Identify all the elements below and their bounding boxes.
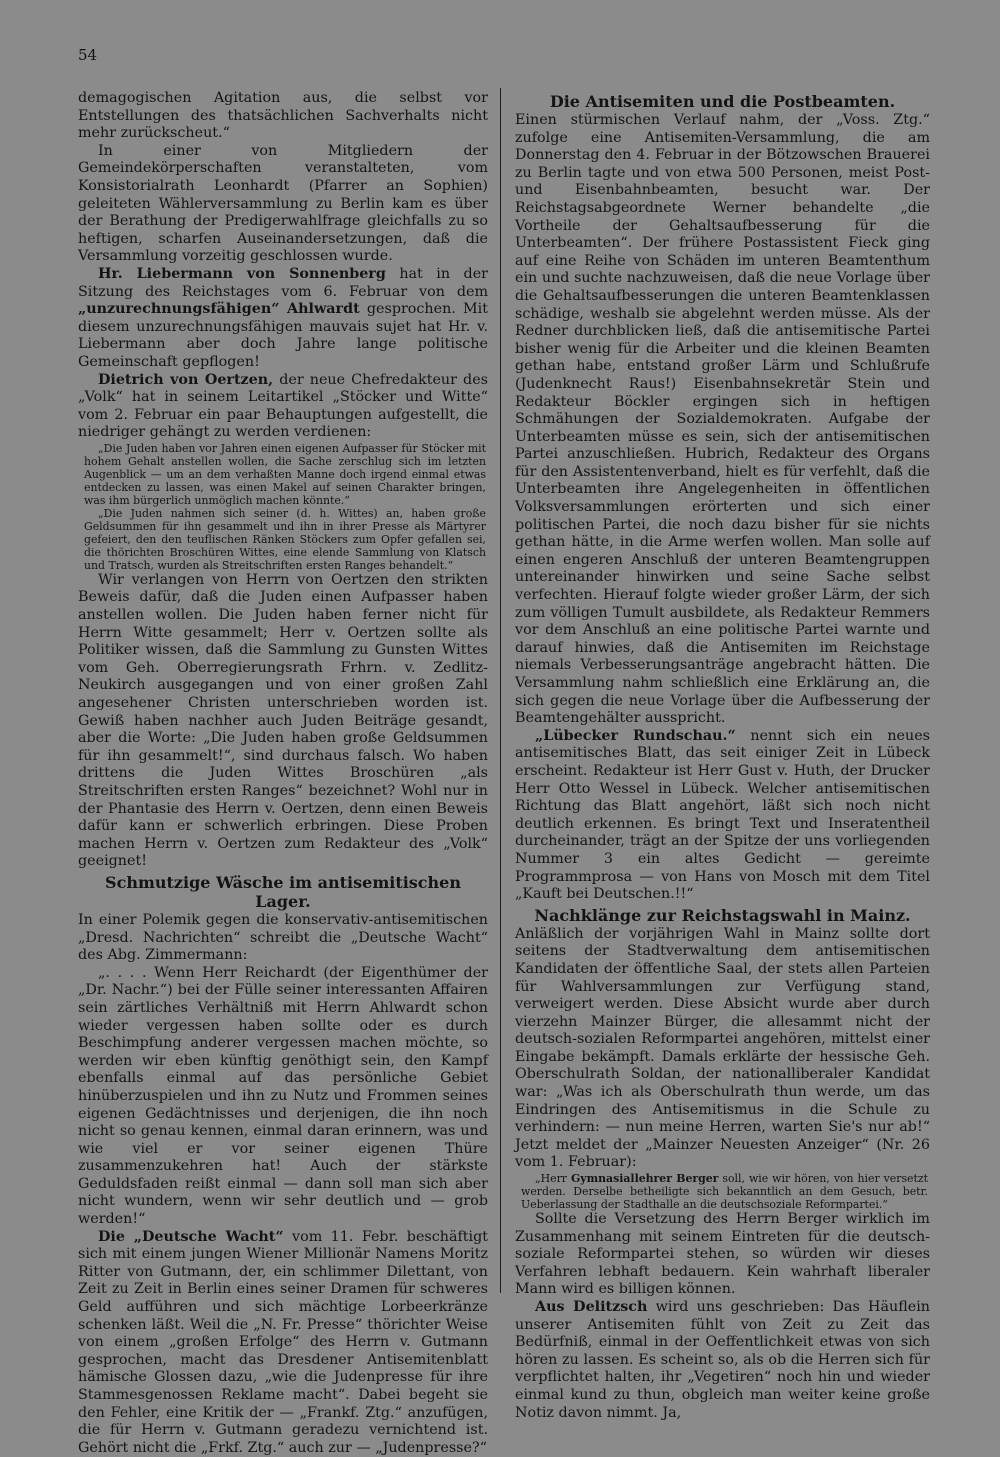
body-text: soll, wie wir hören, von hier versetzt werden. Derselbe betheiligte sich bekanntlich an dem Gesuch, betr. Ueberlassung der Stadthalle an die deutschsoziale Reformpartei.“ [521,1172,928,1212]
lead-text: „Lübecker Rundschau.“ [535,727,736,744]
body-text: wird uns geschrieben: Das Häuflein unserer Antisemiten fühlt von Zeit zu Zeit das Bedürfniß, einmal in der Oeffentlichkeit etwas von sich hören zu lassen. Es scheint so, als ob die Herren sich für verpflichtet halten, ihr „Vegetiren“ noch hin und wieder einmal kund zu thun, obgleich man weiter keine große Notiz davon nimmt. Ja, [515,1299,930,1421]
page-number: 54 [78,46,98,64]
emphasis-text: Gymnasiallehrer Berger [570,1172,719,1186]
paragraph: Anläßlich der vorjährigen Wahl in Mainz sollte dort seitens der Stadtverwaltung dem antisemitischen Kandidaten der öffentliche Saal, der stets allen Parteien für Wahlversammlungen zur Verfügung stand, verweigert werden. Diese Absicht wurde aber durch vierzehn Mainzer Bürger, die allesammt nicht der deutsch-sozialen Reformpartei angehören, mittelst einer Eingabe bekämpft. Damals erklärte der hessische Geh. Oberschulrath Soldan, der nationalliberaler Kandidat war: „Was ich als Oberschulrath thun werde, um das Eindringen des Antisemitismus in die Schule zu verhindern: — nun meine Herren, warten Sie's nur ab!“ Jetzt meldet der „Mainzer Neuesten Anzeiger“ (Nr. 26 vom 1. Februar): [515,925,930,1171]
paragraph: Sollte die Versetzung des Herrn Berger wirklich im Zusammenhang mit seinem Eintreten für die deutsch-soziale Reformpartei stehen, so würden wir dieses Verfahren lebhaft bedauern. Kein wahrhaft liberaler Mann wird es billigen können. [515,1211,930,1298]
quote-small: „Die Juden nahmen sich seiner (d. h. Wittes) an, haben große Geldsummen für ihn gesammelt und ihn in ihrer Presse als Märtyrer gefeiert, den den teuflischen Ränken Stöckers zum Opfer gefallen sei, die thörichten Broschüren Wittes, eine elende Sammlung von Klatsch und Tratsch, wurden als Streitschriften ersten Ranges behandelt.“ [84,506,486,572]
body-text: hat in der Sitzung des Reichstages vom 6. Februar von dem [78,265,488,300]
lead-text: Dietrich von Oertzen, [98,371,274,388]
paragraph [78,1229,488,1457]
paragraph [78,372,488,442]
section-heading: Nachklänge zur Reichstagswahl in Mainz. [534,905,911,925]
emphasis-text: „unzurechnungsfähigen“ Ahlwardt [78,301,360,318]
quote-small [515,1172,930,1211]
column-divider [500,88,501,1293]
paragraph: demagogischen Agitation aus, die selbst vor Entstellungen des thatsächlichen Sachverhalts nicht mehr zurückscheut.“ [78,90,488,142]
lead-text: Hr. Liebermann von Sonnenberg [98,265,386,282]
paragraph [515,728,930,904]
lead-text: Aus Delitzsch [535,1299,648,1315]
paragraph: Einen stürmischen Verlauf nahm, der „Voss. Ztg.“ zufolge eine Antisemiten-Versammlung, die am Donnerstag den 4. Februar in der Bötzowschen Brauerei zu Berlin tagte und von etwa 500 Personen, meist Post- und Eisenbahnbeamten, besucht war. Der Reichstagsabgeordnete Werner behandelte „die Vortheile der Gehaltsaufbesserung für die Unterbeamten“. Der frühere Postassistent Fieck ging auf eine Reihe von Schäden im unteren Beamtenthum ein und suchte nachzuweisen, daß die neue Vorlage über die Gehaltsaufbesserungen die unteren Beamtenklassen schädige, weshalb sie abgelehnt werden müsse. Als der Redner durchblicken ließ, daß die antisemitische Partei bisher wenig für die Arbeiter und die kleinen Beamten gethan habe, entstand großer Lärm und Schlußrufe (Judenknecht Raus!) Eisenbahnsekretär Stein und Redakteur Böckler ergingen sich in heftigen Schmähungen der Sozialdemokraten. Aufgabe der Unterbeamten müsse es sein, sich der antisemitischen Partei anzuschließen. Hubrich, Redakteur des Organs für den Assistentenverband, hielt es für verfehlt, daß die Unterbeamten ihre Angelegenheiten in öffentlichen Volksversammlungen erörterten und sich einer politischen Partei, die noch dazu bisher für sie nichts gethan hätte, in die Arme werfen wollen. Man solle auf einen engeren Anschluß der unteren Beamtengruppen untereinander hinwirken und seine Sache selbst verfechten. Hierauf folgte wieder großer Lärm, der sich zum völligen Tumult ausbildete, als Redakteur Remmers vor dem Anschluß an eine politische Partei warnte und darauf hinwies, daß die Antisemiten im Reichstage niemals Verbesserungsanträge angebracht hätten. Die Versammlung nahm schließlich eine Erklärung an, die sich gegen die neue Vorlage über die Aufbesserung der Beamtengehälter ausspricht. [515,112,930,727]
quote-small: „Die Juden haben vor Jahren einen eigenen Aufpasser für Stöcker mit hohem Gehalt anstellen wollen, die Sache zerschlug sich im letzten Augenblick — um an dem verhaßten Manne doch irgend einmal etwas entdecken zu lassen, was einen Makel auf seinen Charakter bringen, was ihm bürgerlich unmöglich machen könnte.“ [84,441,486,507]
paragraph: In einer von Mitgliedern der Gemeindekörperschaften veranstalteten, vom Konsistorialrath Leonhardt (Pfarrer an Sophien) geleiteten Wählerversammlung zu Berlin kam es über der Berathung der Predigerwahlfrage gleichfalls zu so heftigen, scharfen Auseinandersetzungen, daß die Versammlung vorzeitig geschlossen wurde. [78,142,488,265]
quote: „. . . . Wenn Herr Reichardt (der Eigenthümer der „Dr. Nachr.“) bei der Fülle seiner interessanten Affairen sein zärtliches Verhältniß mit Herrn Ahlwardt schon wieder vergessen haben sollte oder es durch Beschimpfung anderer vergessen machen möchte, so werden wir eben künftig genöthigt sein, den Kampf ebenfalls einmal auf das persönliche Gebiet hinüberzuspielen und ihn zu Nutz und Frommen seines eigenen Gedächtnisses und derjenigen, die ihn noch nicht so genau kennen, einmal daran erinnern, was und wie viel er vor seiner eigenen Thüre zusammenzukehren hat! Auch der stärkste Geduldsfaden reißt einmal — dann soll man sich aber nicht wundern, wenn wir sehr deutlich und — grob werden!“ [78,964,488,1228]
paragraph: In einer Polemik gegen die konservativ-antisemitischen „Dresd. Nachrichten“ schreibt die „Deutsche Wacht“ des Abg. Zimmermann: [78,911,488,964]
body-text: „Herr [535,1172,571,1186]
paragraph [78,266,488,372]
column-right [515,90,930,1422]
body-text: nennt sich ein neues antisemitisches Blatt, das seit einiger Zeit in Lübeck erscheint. Redakteur ist Herr Gust v. Huth, der Drucker Herr Otto Wessel in Lübeck. Welcher antisemitischen Richtung das Blatt angehört, läßt sich noch nicht deutlich erkennen. Es bringt Text und Inseratentheil durcheinander, trägt an der Spitze der uns vorliegenden Nummer 3 ein altes Gedicht — gereimte Programmprosa — von Hans von Mosch mit dem Titel „Kauft bei Deutschen.!!“ [515,727,930,903]
body-text: gesprochen. Mit diesem unzurechnungsfähigen mauvais sujet hat Hr. v. Liebermann aber doch Jahre lange politische Gemeinschaft gepflogen! [78,301,488,370]
lead-text: Die „Deutsche Wacht“ [98,1228,284,1245]
paragraph [515,1299,930,1422]
body-text: vom 11. Febr. beschäftigt sich mit einem jungen Wiener Millionär Namens Moritz Ritter von Gutmann, der, ein schlimmer Dilettant, von Zeit zu Zeit in Berlin eines seiner Dramen für schweres Geld aufführen und sich mächtige Lorbeerkränze schenken läßt. Weil die „N. Fr. Presse“ thörichter Weise von einem „großen Erfolge“ des Herrn v. Gutmann gesprochen, macht das Dresdener Antisemitenblatt hämische Glossen dazu, „wie die Judenpresse für ihre Stammesgenossen Reklame macht“. Dabei begeht sie den Fehler, eine Kritik der — „Frankf. Ztg.“ anzufügen, die für Herrn v. Gutmann geradezu vernichtend ist. Gehört nicht die „Frkf. Ztg.“ auch zur — „Judenpresse?“ [78,1228,488,1456]
column-left [78,90,488,1457]
body-text: der neue Chefredakteur des „Volk“ hat in seinem Leitartikel „Stöcker und Witte“ vom 2. Februar ein paar Behauptungen aufgestellt, die niedriger gehängt zu werden verdienen: [78,371,488,441]
section-heading: Die Antisemiten und die Postbeamten. [549,92,896,111]
section-heading: Schmutzige Wäsche im antisemitischen Lager. [105,872,461,911]
paragraph: Wir verlangen von Herrn von Oertzen den strikten Beweis dafür, daß die Juden einen Aufpasser haben anstellen wollen. Die Juden haben ferner nicht für Herrn Witte gesammelt; Herr v. Oertzen sollte als Politiker wissen, daß die Sammlung zu Gunsten Wittes vom Geh. Oberregierungsrath Frhrn. v. Zedlitz-Neukirch ausgegangen und von einer großen Zahl angesehener Christen unterschrieben worden ist. Gewiß haben nachher auch Juden Beiträge gesandt, aber die Worte: „Die Juden haben große Geldsummen für ihn gesammelt!“, sind durchaus falsch. Wo haben drittens die Juden Wittes Broschüren „als Streitschriften ersten Ranges“ bezeichnet? Wohl nur in der Phantasie des Herrn v. Oertzen, denn einen Beweis dafür kann er schwerlich erbringen. Diese Proben machen Herrn v. Oertzen zum Redakteur des „Volk“ geeignet! [78,571,488,870]
